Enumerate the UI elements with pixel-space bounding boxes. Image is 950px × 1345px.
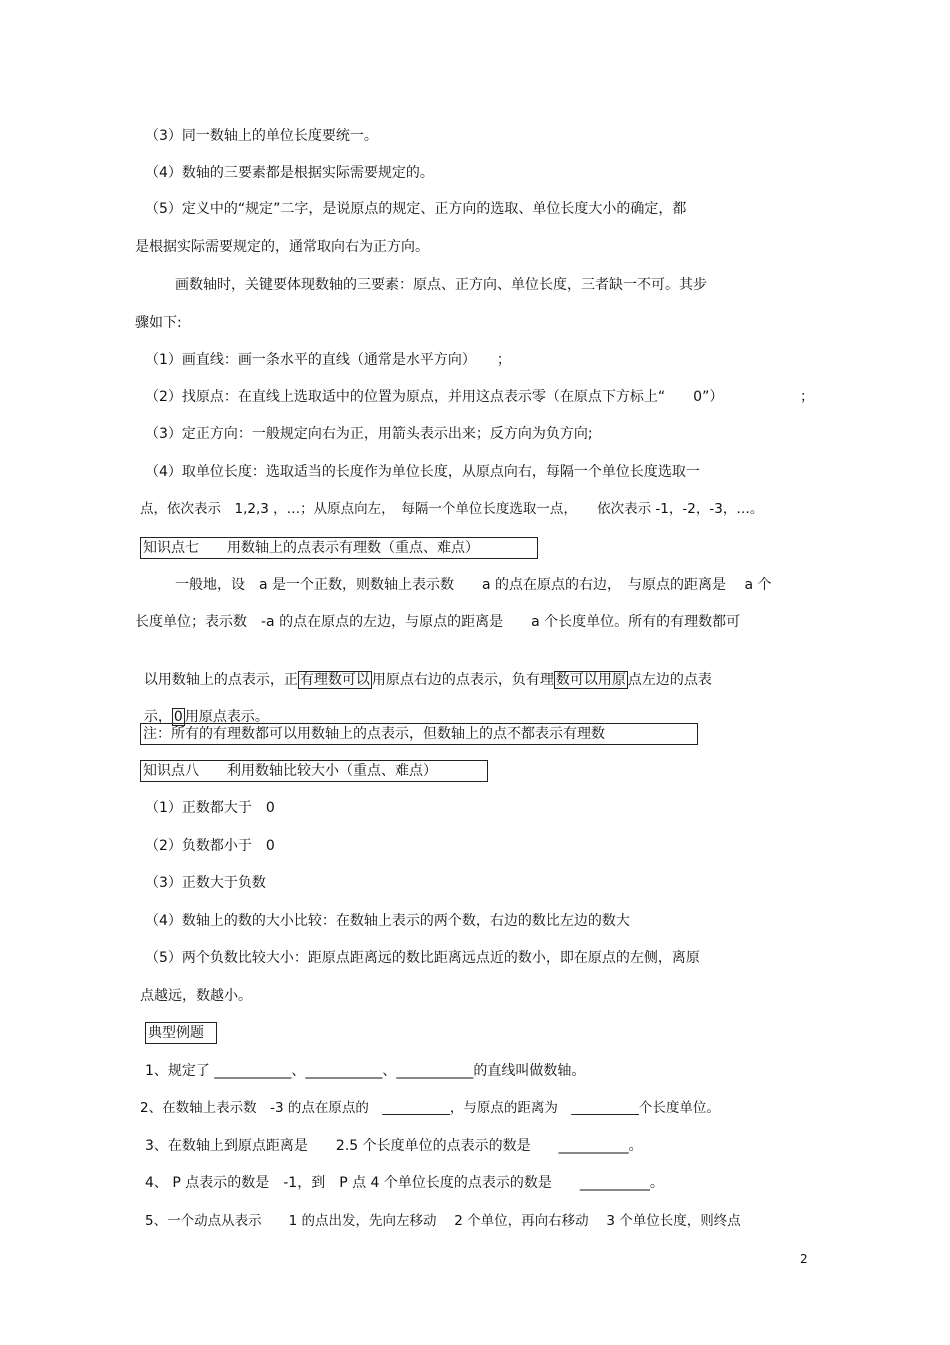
question-line: 4、 P 点表示的数是 -1，到 P 点 4 个单位长度的点表示的数是 __________。	[145, 1175, 664, 1191]
text-fragment: 示，	[143, 709, 172, 725]
text-line: （1）画直线：画一条水平的直线（通常是水平方向） ；	[145, 352, 511, 368]
text-line: 点越远，数越小。	[140, 988, 252, 1004]
text-line: （5）两个负数比较大小：距原点距离远的数比距离远点近的数小，即在原点的左侧，离原	[145, 950, 700, 966]
text-line: （4）数轴的三要素都是根据实际需要规定的。	[145, 165, 434, 181]
text-line: （1）正数都大于 0	[145, 800, 275, 816]
text-line: （5）定义中的“规定”二字，是说原点的规定、正方向的选取、单位长度大小的确定，都	[145, 201, 687, 217]
text-fragment: 用原点右边的点表示，负有理	[371, 672, 554, 688]
text-line: ；	[800, 389, 814, 405]
page-number: 2	[800, 1252, 808, 1266]
examples-heading: 典型例题	[145, 1022, 217, 1044]
text-line: 点，依次表示 1,2,3 ，…；从原点向左， 每隔一个单位长度选取一点， 依次表示 -1，-2，-3，…。	[140, 501, 764, 517]
text-line: （4）数轴上的数的大小比较：在数轴上表示的两个数，右边的数比左边的数大	[145, 913, 630, 929]
text-line: （2）找原点：在直线上选取适中的位置为原点，并用这点表示零（在原点下方标上“ 0”）	[145, 389, 724, 405]
section-heading: 知识点八 利用数轴比较大小（重点、难点）	[140, 760, 488, 782]
boxed-fragment: 0	[173, 709, 183, 725]
question-line: 2、在数轴上表示数 -3 的点在原点的 __________，与原点的距离为 __________个长度单位。	[140, 1100, 720, 1116]
text-line: 一般地，设 a 是一个正数，则数轴上表示数 a 的点在原点的右边， 与原点的距离是 a 个	[175, 577, 772, 593]
question-line: 1、规定了 ___________、___________、___________的直线叫做数轴。	[145, 1063, 586, 1079]
question-line: 5、一个动点从表示 1 的点出发，先向左移动 2 个单位，再向右移动 3 个单位长度，则终点	[145, 1213, 741, 1229]
section-heading: 知识点七 用数轴上的点表示有理数（重点、难点）	[140, 537, 538, 559]
text-line: 是根据实际需要规定的，通常取向右为正方向。	[135, 239, 429, 255]
note-box: 注：所有的有理数都可以用数轴上的点表示，但数轴上的点不都表示有理数	[140, 723, 698, 745]
text-fragment: 以用数轴上的点表示，正	[143, 672, 298, 688]
text-line: （2）负数都小于 0	[145, 838, 275, 854]
text-line: （3）正数大于负数	[145, 875, 266, 891]
text-line	[135, 650, 712, 690]
text-line: 画数轴时，关键要体现数轴的三要素：原点、正方向、单位长度，三者缺一不可。其步	[175, 277, 707, 293]
text-fragment: 用原点表示。	[184, 709, 269, 725]
text-line: 骤如下:	[135, 315, 182, 331]
boxed-fragment: 数可以用原	[555, 672, 626, 688]
text-line: （3）同一数轴上的单位长度要统一。	[145, 128, 378, 144]
text-line: （4）取单位长度：选取适当的长度作为单位长度，从原点向右，每隔一个单位长度选取一	[145, 464, 700, 480]
text-line: （3）定正方向：一般规定向右为正，用箭头表示出来；反方向为负方向;	[145, 426, 593, 442]
text-line	[135, 687, 269, 727]
question-line: 3、在数轴上到原点距离是 2.5 个长度单位的点表示的数是 __________。	[145, 1138, 643, 1154]
text-line: 长度单位；表示数 -a 的点在原点的左边，与原点的距离是 a 个长度单位。所有的有理数都可	[135, 614, 741, 630]
boxed-fragment: 有理数可以	[299, 672, 370, 688]
text-fragment: 点左边的点表	[627, 672, 712, 688]
